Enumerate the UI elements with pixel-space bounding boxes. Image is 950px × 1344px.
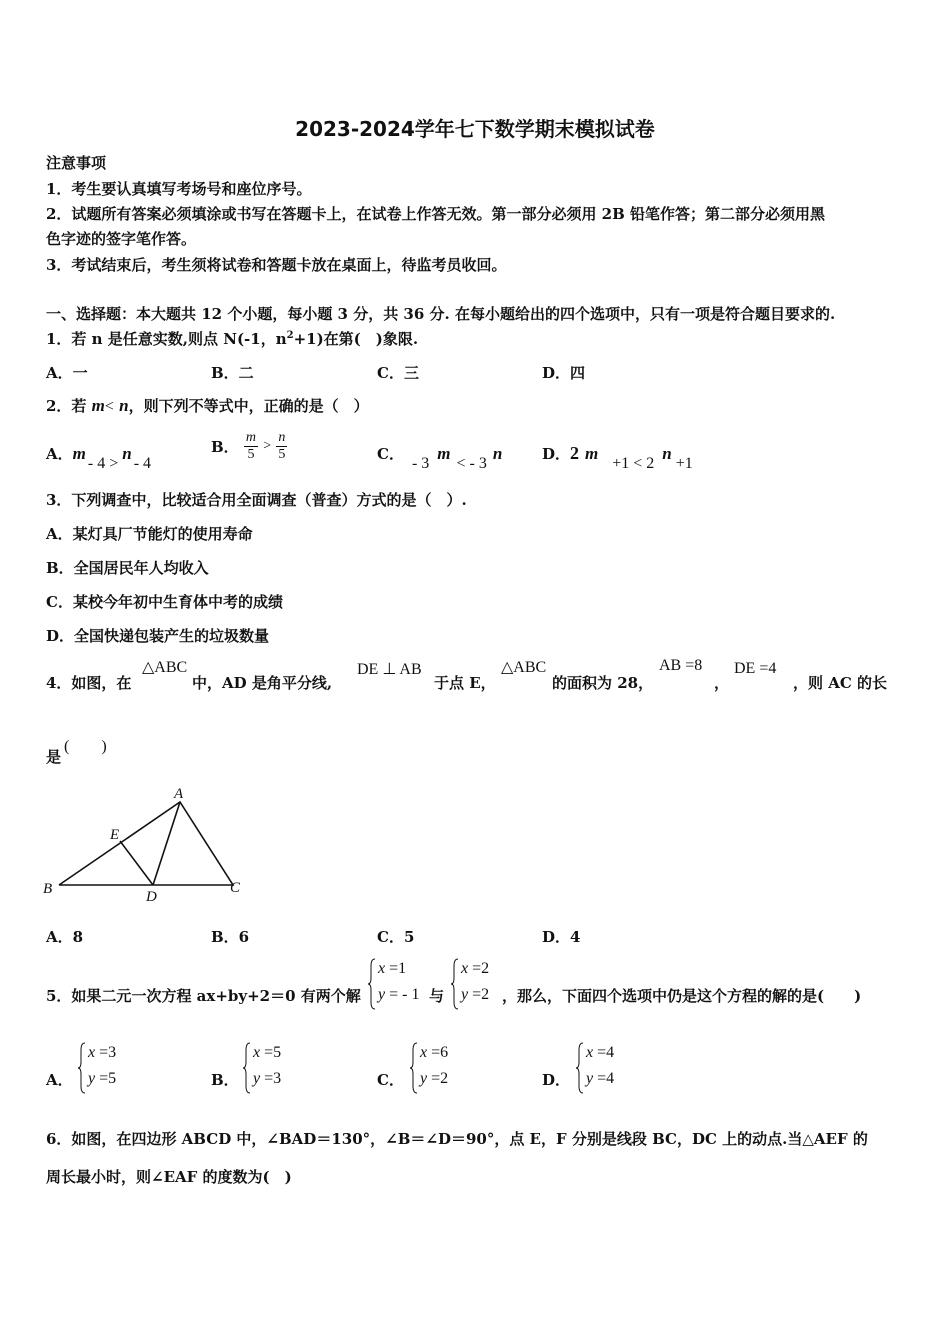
q5-c-eq-1: x =6 bbox=[420, 1044, 449, 1061]
q2-option-c: C．- 3m< - 3n bbox=[377, 444, 503, 472]
q1-option-d: D．四 bbox=[542, 364, 586, 382]
notice-item-2: 2．试题所有答案必须填涂或书写在答题卡上，在试卷上作答无效。第一部分必须用 2B 铅笔作答；第二部分必须用黑 bbox=[46, 205, 826, 223]
q5-b-eq-1: x =5 bbox=[253, 1044, 282, 1061]
system-2-eq-1: x =2 bbox=[461, 960, 490, 977]
q1-option-b: B．二 bbox=[211, 364, 254, 382]
brace-icon bbox=[576, 1042, 584, 1094]
brace-icon bbox=[368, 958, 376, 1010]
q4-option-d: D．4 bbox=[542, 928, 581, 946]
q4-option-c: C．5 bbox=[377, 928, 415, 946]
question-5-with: 与 bbox=[429, 987, 445, 1005]
q3-option-a: A．某灯具厂节能灯的使用寿命 bbox=[46, 525, 253, 543]
triangle-outline bbox=[59, 802, 233, 885]
question-6-line-1: 6．如图，在四边形 ABCD 中，∠BAD＝130°，∠B＝∠D＝90°，点 E，F 分别是线段 BC，DC 上的动点.当△AEF 的 bbox=[46, 1130, 868, 1148]
q5-d-eq-2: y =4 bbox=[586, 1070, 615, 1087]
question-4-stem-part1: 4．如图，在 bbox=[46, 674, 132, 692]
triangle-figure bbox=[38, 780, 258, 910]
question-6-line-2: 周长最小时，则∠EAF 的度数为( ) bbox=[46, 1168, 292, 1186]
q5-a-eq-1: x =3 bbox=[88, 1044, 117, 1061]
notice-item-3: 3．考试结束后，考生须将试卷和答题卡放在桌面上，待监考员收回。 bbox=[46, 256, 507, 274]
question-1-stem: 1．若 n 是任意实数,则点 N(-1，$n^2+1$)在第( )象限. bbox=[46, 330, 419, 348]
system-1-eq-2: y = - 1 bbox=[378, 986, 420, 1003]
q2-option-b: B． $\frac{m}{5}$ > $\frac{n}{5}$ bbox=[211, 430, 286, 462]
question-4-stem-part6: 是 bbox=[46, 748, 62, 766]
question-5-stem-b: ，那么，下面四个选项中仍是这个方程的解的是( ) bbox=[502, 987, 862, 1005]
q1-option-c: C．三 bbox=[377, 364, 419, 382]
q1-option-a: A．一 bbox=[46, 364, 88, 382]
question-4-stem-part4: 的面积为 28， bbox=[552, 674, 654, 692]
question-4-stem-part5: ，则 AC 的长 bbox=[793, 674, 888, 692]
q5-c-eq-2: y =2 bbox=[420, 1070, 449, 1087]
q5-option-a-system bbox=[78, 1042, 138, 1094]
notice-item-2-cont: 色字迹的签字笔作答。 bbox=[46, 230, 197, 248]
q5-option-b-label: B． bbox=[211, 1071, 239, 1089]
question-4-stem-part3: 于点 E， bbox=[434, 674, 496, 692]
solution-system-2 bbox=[451, 958, 507, 1010]
q5-option-c-system bbox=[410, 1042, 470, 1094]
notice-item-1: 1．考生要认真填写考场号和座位序号。 bbox=[46, 180, 312, 198]
question-2-stem: 2．若 m< n，则下列不等式中，正确的是（ ） bbox=[46, 396, 369, 415]
q5-option-d-system bbox=[576, 1042, 636, 1094]
page-title: 2023-2024学年七下数学期末模拟试卷 bbox=[295, 117, 655, 141]
q2-option-a: A．m- 4 >n- 4 bbox=[46, 444, 152, 472]
question-5-stem-a: 5．如果二元一次方程 ax+by+2＝0 有两个解 bbox=[46, 987, 361, 1005]
segment-de bbox=[120, 841, 153, 885]
notice-heading: 注意事项 bbox=[46, 154, 107, 172]
q4-option-b: B．6 bbox=[211, 928, 250, 946]
triangle-abc-label: △ABC bbox=[142, 659, 188, 676]
system-1-eq-1: x =1 bbox=[378, 960, 407, 977]
section-heading: 一、选择题：本大题共 12 个小题，每小题 3 分，共 36 分. 在每小题给出的四个选项中，只有一项是符合题目要求的. bbox=[46, 305, 836, 323]
q5-a-eq-2: y =5 bbox=[88, 1070, 117, 1087]
q5-option-b-system bbox=[243, 1042, 303, 1094]
q3-option-b: B．全国居民年人均收入 bbox=[46, 559, 209, 577]
q2-option-d: D．2 m+1 < 2n+1 bbox=[542, 443, 693, 472]
q5-d-eq-1: x =4 bbox=[586, 1044, 615, 1061]
q3-option-d: D．全国快递包装产生的垃圾数量 bbox=[46, 627, 270, 645]
de-perp-ab: DE ⊥ AB bbox=[357, 661, 422, 678]
brace-icon bbox=[451, 958, 459, 1010]
question-3-stem: 3．下列调查中，比较适合用全面调查（普查）方式的是（ ）. bbox=[46, 491, 467, 509]
q5-option-a-label: A． bbox=[46, 1071, 73, 1089]
label-e: E bbox=[110, 827, 120, 843]
q5-b-eq-2: y =3 bbox=[253, 1070, 282, 1087]
system-2-eq-2: y =2 bbox=[461, 986, 490, 1003]
brace-icon bbox=[410, 1042, 418, 1094]
brace-icon bbox=[243, 1042, 251, 1094]
question-4-stem-part2: 中，AD 是角平分线, bbox=[192, 674, 333, 692]
ab-length: AB =8 bbox=[659, 657, 703, 674]
label-a: A bbox=[174, 786, 184, 802]
triangle-abc-label-2: △ABC bbox=[501, 659, 547, 676]
brace-icon bbox=[78, 1042, 86, 1094]
question-4-paren: ( ) bbox=[64, 738, 107, 755]
segment-ad bbox=[153, 802, 180, 885]
de-length: DE =4 bbox=[734, 660, 777, 677]
question-4-comma: ， bbox=[714, 674, 730, 692]
label-c: C bbox=[230, 880, 241, 896]
label-d: D bbox=[146, 889, 157, 905]
label-b: B bbox=[43, 881, 53, 897]
solution-system-1 bbox=[368, 958, 432, 1010]
q5-option-d-label: D． bbox=[542, 1071, 571, 1089]
q4-option-a: A．8 bbox=[46, 928, 84, 946]
q3-option-c: C．某校今年初中生育体中考的成绩 bbox=[46, 593, 283, 611]
q5-option-c-label: C． bbox=[377, 1071, 404, 1089]
